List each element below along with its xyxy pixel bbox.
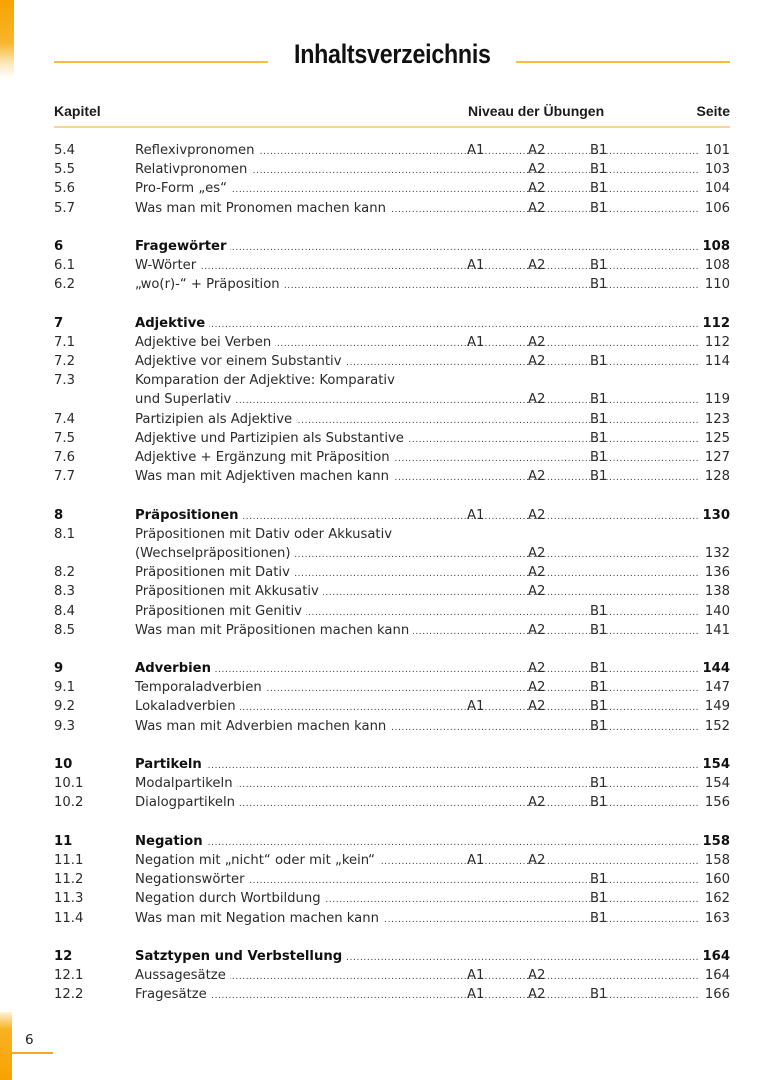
level-badge-a2: A2	[525, 160, 548, 179]
level-badge-b1: B1	[587, 678, 610, 697]
level-badge-b1: B1	[587, 602, 610, 621]
level-badge-a2: A2	[525, 793, 548, 812]
section-title-text: Satztypen und Verbstellung	[135, 949, 346, 964]
page-ref: 127	[699, 448, 733, 467]
level-badge-a1: A1	[464, 506, 487, 525]
level-badge-a2: A2	[525, 697, 548, 716]
section-number: 7.6	[54, 450, 75, 465]
toc-entry-row	[54, 985, 730, 1004]
page-ref: 166	[699, 985, 733, 1004]
page-ref: 154	[699, 774, 733, 793]
toc-entry-row	[54, 390, 730, 409]
dot-leader	[135, 987, 700, 1006]
level-badge-b1: B1	[587, 467, 610, 486]
page-ref: 125	[699, 429, 733, 448]
level-badge-a1: A1	[464, 141, 487, 160]
level-badge-b1: B1	[587, 909, 610, 928]
section-title-text: Adjektive vor einem Substantiv	[135, 354, 346, 369]
page-ref: 158	[699, 851, 733, 870]
page-ref: 108	[696, 237, 733, 256]
level-badge-b1: B1	[587, 410, 610, 429]
page-ref: 164	[699, 966, 733, 985]
dot-leader	[135, 258, 700, 277]
column-header-seite: Seite	[696, 103, 730, 119]
page-number-rule	[0, 1052, 53, 1054]
page-ref: 128	[699, 467, 733, 486]
section-title-text: Partizipien als Adjektive	[135, 412, 296, 427]
section-number: 8.4	[54, 603, 75, 619]
section-number: 8	[54, 507, 64, 523]
page-ref: 144	[696, 659, 733, 678]
level-badge-b1: B1	[587, 870, 610, 889]
section-number: 6.2	[54, 277, 75, 293]
toc-entry-row	[54, 889, 730, 908]
section-number: 11	[54, 833, 73, 849]
page-ref: 147	[699, 678, 733, 697]
section-title-text: Relativpronomen	[135, 162, 251, 177]
page-ref: 156	[699, 793, 733, 812]
section-number: 11.3	[54, 891, 84, 907]
page-ref: 119	[699, 390, 733, 409]
page-ref: 104	[699, 179, 733, 198]
level-badge-b1: B1	[587, 659, 610, 678]
spacer	[54, 486, 730, 505]
dot-leader	[135, 661, 700, 680]
section-number: 7	[54, 315, 64, 331]
level-badge-b1: B1	[587, 793, 610, 812]
spacer	[54, 295, 730, 314]
section-title-text: Adjektive und Partizipien als Substantive	[135, 431, 408, 446]
toc-entry-row	[54, 448, 730, 467]
level-badge-a2: A2	[525, 582, 548, 601]
spacer	[54, 813, 730, 832]
page-ref: 130	[696, 506, 733, 525]
page-ref: 154	[696, 755, 733, 774]
section-number: 6	[54, 238, 64, 254]
section-number: 11.1	[54, 852, 84, 868]
toc-entry-row	[54, 275, 730, 294]
section-title-text: Fragesätze	[135, 987, 211, 1002]
section-title-text: Negationswörter	[135, 872, 249, 887]
section-title-text: Präpositionen mit Dativ	[135, 565, 294, 580]
section-title-text: Partikeln	[135, 757, 206, 772]
section-title-text: Komparation der Adjektive: Komparativ	[135, 373, 399, 388]
page-ref: 162	[699, 889, 733, 908]
toc-chapter-row	[54, 659, 730, 678]
page-ref: 152	[699, 717, 733, 736]
section-number: 5.7	[54, 200, 75, 216]
section-number: 8.2	[54, 565, 75, 581]
dot-leader	[135, 316, 700, 335]
level-badge-a2: A2	[525, 985, 548, 1004]
section-number: 8.5	[54, 622, 75, 638]
level-badge-a2: A2	[525, 659, 548, 678]
toc-entry-row	[54, 793, 730, 812]
toc-entry-row	[54, 582, 730, 601]
section-number: 10.2	[54, 795, 84, 811]
toc-chapter-row	[54, 832, 730, 851]
section-title-text: Was man mit Präpositionen machen kann	[135, 623, 413, 638]
level-badge-b1: B1	[587, 985, 610, 1004]
section-title-text: Präpositionen	[135, 508, 243, 523]
column-header	[54, 100, 730, 128]
section-number: 5.6	[54, 181, 75, 197]
section-number: 7.2	[54, 354, 75, 370]
level-badge-a1: A1	[464, 697, 487, 716]
spacer	[54, 218, 730, 237]
level-badge-b1: B1	[587, 390, 610, 409]
toc-entry-row	[54, 256, 730, 275]
level-badge-a2: A2	[525, 141, 548, 160]
level-badge-a2: A2	[525, 352, 548, 371]
dot-leader	[135, 757, 700, 776]
toc-entry-row	[54, 429, 730, 448]
toc-entry-row	[54, 966, 730, 985]
level-badge-b1: B1	[587, 141, 610, 160]
section-number: 5.4	[54, 143, 75, 158]
page-ref: 108	[699, 256, 733, 275]
toc-entry-row	[54, 678, 730, 697]
section-number: 9	[54, 661, 64, 677]
section-number: 7.3	[54, 373, 75, 389]
section-title	[135, 525, 730, 544]
page-ref: 141	[699, 621, 733, 640]
page-ref: 158	[696, 832, 733, 851]
section-title-text: Präpositionen mit Akkusativ	[135, 584, 323, 599]
level-badge-a2: A2	[525, 390, 548, 409]
level-badge-a1: A1	[464, 851, 487, 870]
section-title-text: Aussagesätze	[135, 968, 230, 983]
page-ref: 132	[699, 544, 733, 563]
level-badge-b1: B1	[587, 179, 610, 198]
page-ref: 106	[699, 199, 733, 218]
column-header-kapitel: Kapitel	[54, 103, 101, 119]
section-number: 6.1	[54, 258, 75, 274]
section-title-text: Was man mit Pronomen machen kann	[135, 201, 390, 216]
section-number: 9.2	[54, 699, 75, 715]
page-ref: 103	[699, 160, 733, 179]
page-ref: 160	[699, 870, 733, 889]
spacer	[54, 736, 730, 755]
section-number: 9.3	[54, 718, 75, 734]
section-number: 11.4	[54, 910, 84, 926]
title-rule-right	[516, 61, 730, 63]
table-of-contents	[54, 141, 730, 1004]
toc-entry-row	[54, 371, 730, 390]
section-number: 7.4	[54, 411, 75, 427]
toc-entry-row	[54, 467, 730, 486]
section-title-text: Was man mit Adjektiven machen kann	[135, 469, 393, 484]
toc-entry-row	[54, 563, 730, 582]
page-ref: 163	[699, 909, 733, 928]
level-badge-a2: A2	[525, 256, 548, 275]
toc-entry-row	[54, 410, 730, 429]
section-number: 12	[54, 948, 73, 964]
section-number: 7.1	[54, 334, 75, 350]
section-title-text: Modalpartikeln	[135, 776, 237, 791]
level-badge-a2: A2	[525, 563, 548, 582]
toc-chapter-row	[54, 506, 730, 525]
section-number: 11.2	[54, 872, 84, 888]
section-title-text: Pro-Form „es“	[135, 181, 231, 196]
page-ref: 138	[699, 582, 733, 601]
section-number: 10.1	[54, 776, 84, 792]
section-number: 10	[54, 757, 73, 772]
level-badge-a2: A2	[525, 333, 548, 352]
level-badge-b1: B1	[587, 160, 610, 179]
level-badge-a2: A2	[525, 467, 548, 486]
level-badge-b1: B1	[587, 352, 610, 371]
section-title-text: W-Wörter	[135, 258, 200, 273]
section-title-text: (Wechselpräpositionen)	[135, 546, 295, 561]
page-ref: 140	[699, 602, 733, 621]
level-badge-a1: A1	[464, 256, 487, 275]
toc-entry-row	[54, 199, 730, 218]
page-number: 6	[25, 1032, 34, 1048]
toc-entry-row	[54, 179, 730, 198]
section-number: 12.1	[54, 968, 84, 984]
level-badge-a2: A2	[525, 851, 548, 870]
level-badge-a2: A2	[525, 179, 548, 198]
section-title-text: und Superlativ	[135, 392, 235, 407]
section-title-text: Präpositionen mit Dativ oder Akkusativ	[135, 527, 396, 542]
section-title-text: Was man mit Negation machen kann	[135, 911, 383, 926]
toc-entry-row	[54, 851, 730, 870]
page-ref: 136	[699, 563, 733, 582]
level-badge-b1: B1	[587, 717, 610, 736]
level-badge-b1: B1	[587, 256, 610, 275]
title-rule-left	[54, 61, 268, 63]
section-number: 9.1	[54, 680, 75, 696]
level-badge-a1: A1	[464, 333, 487, 352]
orange-accent-strip-top	[0, 0, 14, 78]
spacer	[54, 640, 730, 659]
toc-entry-row	[54, 870, 730, 889]
toc-entry-row	[54, 602, 730, 621]
page-ref: 149	[699, 697, 733, 716]
toc-entry-row	[54, 697, 730, 716]
page-ref: 101	[699, 141, 733, 160]
page-ref: 164	[696, 947, 733, 966]
page-ref: 112	[699, 333, 733, 352]
level-badge-a2: A2	[525, 199, 548, 218]
column-header-niveau: Niveau der Übungen	[468, 103, 605, 119]
toc-chapter-row	[54, 314, 730, 333]
toc-entry-row	[54, 141, 730, 160]
section-title-text: Adjektive bei Verben	[135, 335, 275, 350]
level-badge-a2: A2	[525, 966, 548, 985]
level-badge-b1: B1	[587, 889, 610, 908]
section-title-text: Adjektive + Ergänzung mit Präposition	[135, 450, 394, 465]
page-ref: 114	[699, 352, 733, 371]
toc-entry-row	[54, 544, 730, 563]
level-badge-a2: A2	[525, 678, 548, 697]
page-title: Inhaltsverzeichnis	[293, 38, 491, 69]
level-badge-b1: B1	[587, 774, 610, 793]
toc-entry-row	[54, 909, 730, 928]
section-title-text: Negation	[135, 834, 207, 849]
section-title	[135, 371, 730, 390]
page-title-block	[54, 34, 730, 74]
section-number: 8.3	[54, 584, 75, 600]
level-badge-b1: B1	[587, 621, 610, 640]
section-number: 12.2	[54, 987, 84, 1003]
toc-chapter-row	[54, 237, 730, 256]
toc-entry-row	[54, 160, 730, 179]
level-badge-b1: B1	[587, 429, 610, 448]
section-title-text: Adjektive	[135, 316, 209, 331]
toc-chapter-row	[54, 947, 730, 966]
section-title-text: Lokaladverbien	[135, 699, 240, 714]
page-ref: 112	[696, 314, 733, 333]
toc-entry-row	[54, 621, 730, 640]
section-title-text: Adverbien	[135, 661, 215, 676]
section-number: 7.5	[54, 430, 75, 446]
section-number: 5.5	[54, 162, 75, 178]
section-title-text: Negation durch Wortbildung	[135, 891, 325, 906]
section-title-text: Was man mit Adverbien machen kann	[135, 719, 390, 734]
section-number: 7.7	[54, 469, 75, 485]
level-badge-b1: B1	[587, 697, 610, 716]
level-badge-b1: B1	[587, 448, 610, 467]
section-title-text: Fragewörter	[135, 239, 230, 254]
level-badge-b1: B1	[587, 275, 610, 294]
page-ref: 123	[699, 410, 733, 429]
toc-entry-row	[54, 774, 730, 793]
section-number: 8.1	[54, 526, 75, 542]
section-title-text: Präpositionen mit Genitiv	[135, 604, 306, 619]
toc-entry-row	[54, 525, 730, 544]
level-badge-a2: A2	[525, 621, 548, 640]
toc-chapter-row	[54, 755, 730, 774]
section-title-text: Negation mit „nicht“ oder mit „kein“	[135, 853, 379, 868]
dot-leader	[135, 834, 700, 853]
section-title-text: Reflexivpronomen	[135, 143, 258, 158]
level-badge-a1: A1	[464, 985, 487, 1004]
toc-entry-row	[54, 352, 730, 371]
page-ref: 110	[699, 275, 733, 294]
section-title-text: „wo(r)-“ + Präposition	[135, 277, 284, 292]
level-badge-a2: A2	[525, 544, 548, 563]
level-badge-a2: A2	[525, 506, 548, 525]
level-badge-a1: A1	[464, 966, 487, 985]
toc-entry-row	[54, 333, 730, 352]
orange-accent-strip-bottom	[0, 1012, 12, 1080]
spacer	[54, 928, 730, 947]
section-title-text: Temporaladverbien	[135, 680, 266, 695]
level-badge-b1: B1	[587, 199, 610, 218]
toc-entry-row	[54, 717, 730, 736]
section-title-text: Dialogpartikeln	[135, 795, 239, 810]
